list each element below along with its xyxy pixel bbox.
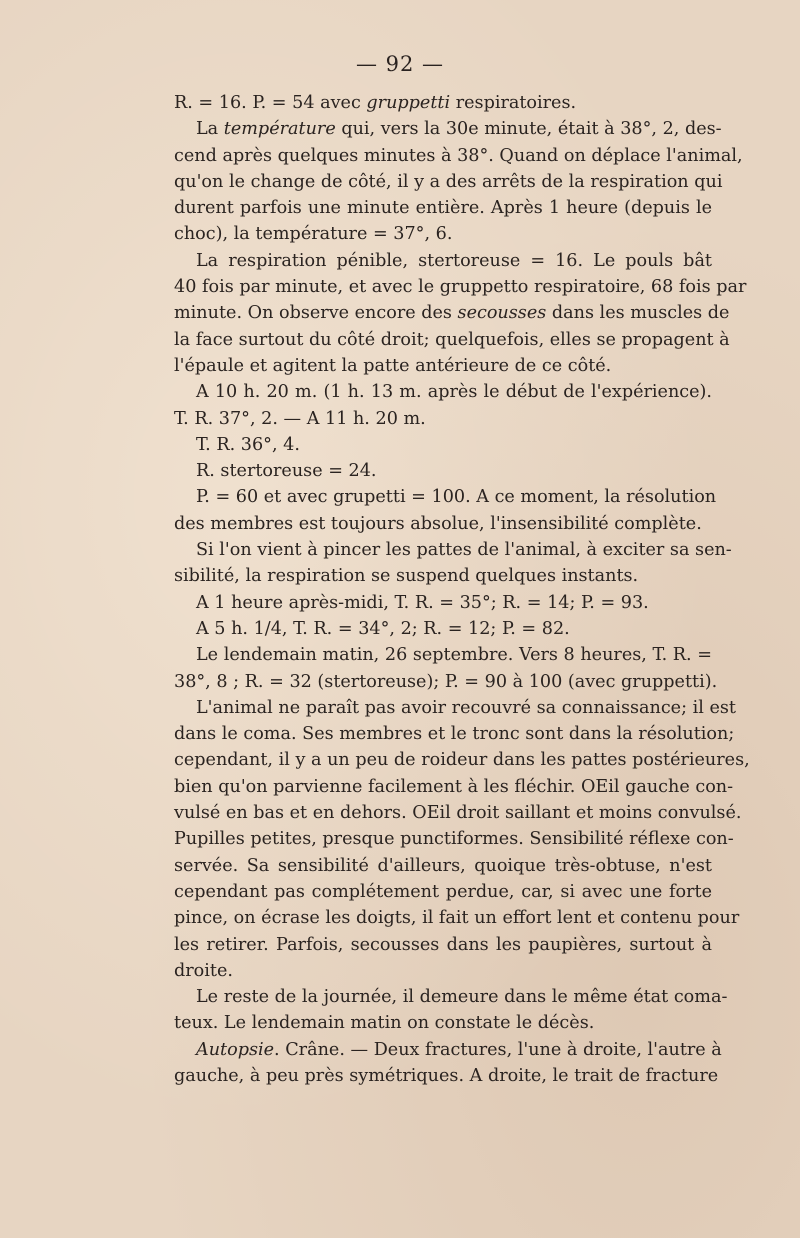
text-line — [174, 248, 712, 274]
text-segment: R. stertoreuse = 24. — [196, 461, 377, 482]
text-line — [174, 406, 712, 432]
text-line — [174, 537, 732, 563]
text-line — [174, 932, 712, 958]
text-segment: Le lendemain matin, 26 septembre. Vers 8 heures, T. R. = — [196, 645, 712, 666]
text-segment: Le reste de la journée, il demeure dans le même état coma- — [196, 987, 728, 1008]
text-segment: T. R. 37°, 2. — A 11 h. 20 m. — [174, 408, 426, 429]
text-line — [174, 958, 712, 984]
text-segment: dans le coma. Ses membres et le tronc sont dans la résolution; — [174, 724, 735, 745]
text-line — [174, 695, 736, 721]
text-segment: la face surtout du côté droit; quelquefois, elles se propagent à — [174, 329, 730, 350]
text-line — [174, 169, 723, 195]
text-segment: . Crâne. — Deux fractures, l'une à droite, l'autre à — [274, 1039, 722, 1060]
text-line — [174, 590, 712, 616]
text-segment: cend après quelques minutes à 38°. Quand on déplace l'animal, — [174, 145, 743, 166]
text-segment: T. R. 36°, 4. — [196, 434, 300, 455]
text-segment: A 1 heure après-midi, T. R. = 35°; R. = 14; P. = 93. — [196, 592, 649, 613]
text-line — [174, 1063, 719, 1089]
italic-term: gruppetti — [366, 93, 451, 113]
text-segment: respiratoires. — [450, 93, 577, 113]
text-line — [174, 669, 718, 695]
text-segment: droite. — [174, 960, 233, 981]
text-segment: Si l'on vient à pincer les pattes de l'animal, à exciter sa sen- — [196, 540, 732, 561]
italic-term: Autopsie — [196, 1039, 275, 1060]
body-text — [174, 90, 750, 1089]
text-segment: choc), la température = 37°, 6. — [174, 224, 453, 245]
text-segment: des membres est toujours absolue, l'insensibilité complète. — [174, 513, 702, 534]
text-segment: servée. Sa sensibilité d'ailleurs, quoique très-obtuse, n'est — [174, 855, 712, 876]
text-segment: La — [196, 119, 224, 140]
text-segment: Pupilles petites, presque punctiformes. Sensibilité réflexe con- — [174, 829, 734, 850]
text-segment: pince, on écrase les doigts, il fait un effort lent et contenu pour — [174, 908, 740, 929]
text-line — [174, 327, 730, 353]
text-line — [174, 853, 712, 879]
text-line — [174, 800, 742, 826]
text-line — [174, 642, 712, 668]
text-segment: minute. On observe encore des — [174, 303, 458, 324]
page-number: — 92 — — [355, 52, 445, 76]
text-line — [174, 221, 712, 247]
text-line — [174, 143, 743, 169]
text-segment: cependant pas complétement perdue, car, si avec une forte — [174, 881, 712, 902]
text-line — [174, 563, 712, 589]
text-line — [174, 484, 717, 510]
text-segment: gauche, à peu près symétriques. A droite, le trait de fracture — [174, 1065, 719, 1086]
text-segment: sibilité, la respiration se suspend quelques instants. — [174, 566, 639, 587]
text-segment: L'animal ne paraît pas avoir recouvré sa connaissance; il est — [196, 697, 736, 718]
text-segment: P. = 60 et avec grupetti = 100. A ce moment, la résolution — [196, 487, 717, 508]
text-line — [174, 905, 740, 931]
text-segment: teux. Le lendemain matin on constate le décès. — [174, 1013, 595, 1034]
text-segment: R. = 16. P. = 54 avec — [174, 93, 367, 113]
text-line — [174, 353, 712, 379]
text-segment: qu'on le change de côté, il y a des arrêts de la respiration qui — [174, 171, 723, 192]
text-segment: 40 fois par minute, et avec le gruppetto respiratoire, 68 fois par — [174, 277, 747, 298]
text-line — [174, 747, 750, 773]
text-line — [174, 1037, 722, 1063]
text-line — [174, 616, 712, 642]
text-line — [174, 379, 712, 405]
text-segment: A 5 h. 1/4, T. R. = 34°, 2; R. = 12; P. = 82. — [196, 618, 570, 639]
text-line — [174, 90, 712, 116]
text-line — [174, 721, 735, 747]
italic-term: température — [223, 119, 336, 140]
text-line — [174, 984, 728, 1010]
text-line — [174, 1010, 712, 1036]
text-segment: qui, vers la 30e minute, était à 38°, 2, des- — [335, 119, 722, 140]
text-line — [174, 879, 712, 905]
text-segment: vulsé en bas et en dehors. OEil droit saillant et moins convulsé. — [174, 803, 742, 824]
text-line — [174, 300, 730, 326]
text-line — [174, 458, 712, 484]
text-line — [174, 116, 722, 142]
text-line — [174, 274, 747, 300]
text-segment: A 10 h. 20 m. (1 h. 13 m. après le début de l'expérience). — [196, 382, 712, 403]
text-line — [174, 511, 712, 537]
text-segment: bien qu'on parvienne facilement à les fléchir. OEil gauche con- — [174, 776, 734, 797]
text-line — [174, 195, 712, 221]
text-line — [174, 826, 734, 852]
text-line — [174, 774, 734, 800]
text-segment: durent parfois une minute entière. Après 1 heure (depuis le — [174, 198, 712, 219]
text-segment: cependant, il y a un peu de roideur dans les pattes postérieures, — [174, 750, 750, 771]
text-segment: dans les muscles de — [546, 303, 730, 324]
text-line — [174, 432, 712, 458]
text-segment: l'épaule et agitent la patte antérieure de ce côté. — [174, 355, 612, 376]
text-segment: 38°, 8 ; R. = 32 (stertoreuse); P. = 90 à 100 (avec gruppetti). — [174, 671, 718, 692]
italic-term: secousses — [457, 303, 547, 324]
text-segment: La respiration pénible, stertoreuse = 16. Le pouls bât — [196, 250, 712, 271]
text-segment: les retirer. Parfois, secousses dans les paupières, surtout à — [174, 934, 712, 955]
